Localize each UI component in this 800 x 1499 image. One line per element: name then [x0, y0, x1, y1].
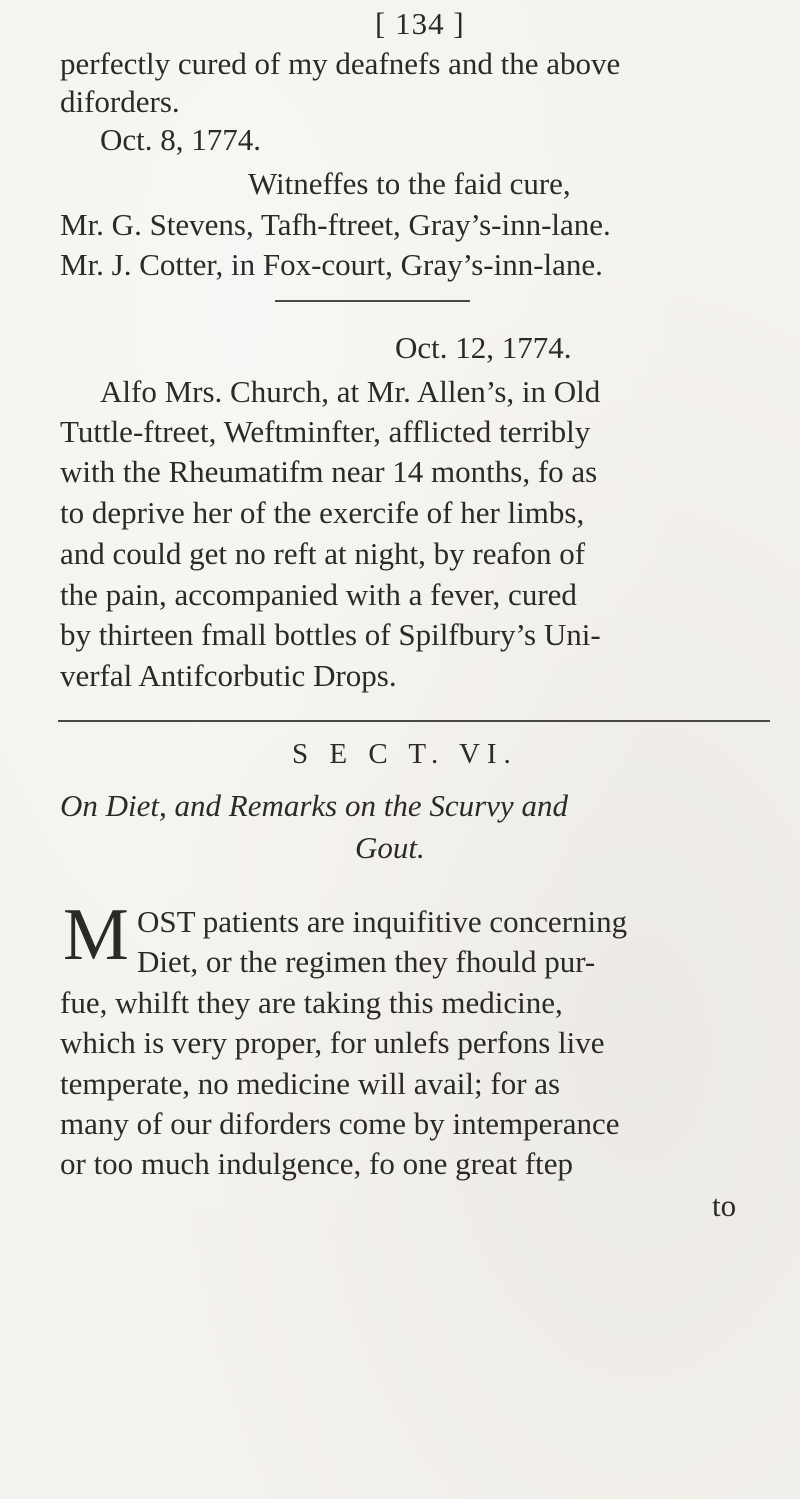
text-line: temperate, no medicine will avail; for as [60, 1066, 561, 1101]
text-line: Diet, or the regimen they fhould pur- [137, 944, 596, 979]
text-line: with the Rheumatifm near 14 months, fo as [60, 454, 598, 489]
text-line: OST patients are inquifitive concerning [137, 904, 628, 939]
text-line: Alfo Mrs. Church, at Mr. Allen’s, in Old [100, 374, 601, 409]
witness-line: Mr. G. Stevens, Tafh-ftreet, Gray’s-inn-lane. [60, 207, 611, 242]
date-line: Oct. 12, 1774. [395, 330, 572, 365]
text-line: fue, whilft they are taking this medicine, [60, 985, 563, 1020]
text-line: many of our diforders come by intemperance [60, 1106, 620, 1141]
text-line: to deprive her of the exercife of her limbs, [60, 495, 585, 530]
page-number-header: [ 134 ] [375, 6, 465, 41]
section-subtitle: On Diet, and Remarks on the Scurvy and [60, 788, 568, 823]
section-divider [58, 720, 770, 722]
text-line: Witneffes to the faid cure, [248, 166, 571, 201]
short-divider [275, 300, 470, 302]
drop-cap: M [63, 894, 129, 976]
catchword: to [712, 1188, 737, 1223]
text-line: verfal Antifcorbutic Drops. [60, 658, 397, 693]
text-line: which is very proper, for unlefs perfons live [60, 1025, 605, 1060]
witness-line: Mr. J. Cotter, in Fox-court, Gray’s-inn-lane. [60, 247, 603, 282]
text-line: diforders. [60, 84, 180, 119]
text-line: the pain, accompanied with a fever, cured [60, 577, 577, 612]
section-subtitle: Gout. [355, 830, 425, 865]
text-line: Tuttle-ftreet, Weftminfter, afflicted terribly [60, 414, 591, 449]
text-line: perfectly cured of my deafnefs and the above [60, 46, 621, 81]
section-title: S E C T. VI. [292, 738, 518, 770]
text-line: or too much indulgence, fo one great ftep [60, 1146, 574, 1181]
date-line: Oct. 8, 1774. [100, 122, 262, 157]
text-line: by thirteen fmall bottles of Spilfbury’s Uni- [60, 617, 601, 652]
text-line: and could get no reft at night, by reafon of [60, 536, 586, 571]
